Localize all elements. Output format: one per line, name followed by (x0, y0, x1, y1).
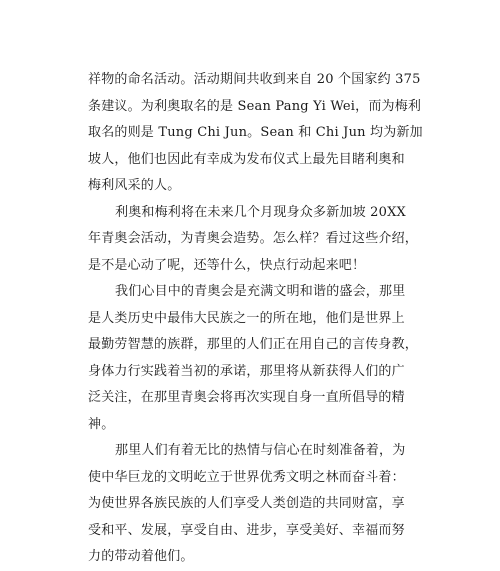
text-line: 祥物的命名活动。活动期间共收到来自 20 个国家约 375 (88, 72, 421, 87)
paragraph-start-line: 那里人们有着无比的热情与信心在时刻准备着，为 (115, 443, 406, 458)
text-line: 泛关注，在那里青奥会将再次实现自身一直所倡导的精 (88, 390, 405, 405)
text-line: 取名的则是 Tung Chi Jun。Sean 和 Chi Jun 均为新加 (88, 125, 423, 140)
paragraph-start-line: 我们心目中的青奥会是充满文明和谐的盛会，那里 (115, 284, 406, 299)
text-line: 梅利风采的人。 (88, 178, 181, 193)
text-line: 条建议。为利奥取名的是 Sean Pang Yi Wei，而为梅利 (88, 98, 422, 114)
text-line: 坡人，他们也因此有幸成为发布仪式上最先目睹利奥和 (88, 151, 405, 167)
text-line: 力的带动着他们。 (88, 549, 194, 564)
text-line: 身体力行实践着当初的承诺，那里将从新获得人们的广 (88, 363, 405, 379)
text-line: 是不是心动了呢，还等什么，快点行动起来吧！ (88, 257, 366, 273)
paragraph-start-line: 利奥和梅利将在未来几个月现身众多新加坡 20XX (115, 204, 406, 220)
text-line: 最勤劳智慧的族群，那里的人们正在用自己的言传身教， (88, 337, 419, 352)
text-line: 神。 (88, 416, 115, 432)
text-line: 使中华巨龙的文明屹立于世界优秀文明之林而奋斗着： (88, 469, 405, 485)
text-line: 受和平、发展，享受自由、进步，享受美好、幸福而努 (88, 522, 405, 538)
text-line: 为使世界各族民族的人们享受人类创造的共同财富，享 (88, 496, 405, 511)
text-line: 年青奥会活动，为青奥会造势。怎么样？看过这些介绍， (88, 231, 419, 246)
body-text (88, 67, 423, 571)
text-line: 是人类历史中最伟大民族之一的所在地，他们是世界上 (88, 310, 405, 326)
